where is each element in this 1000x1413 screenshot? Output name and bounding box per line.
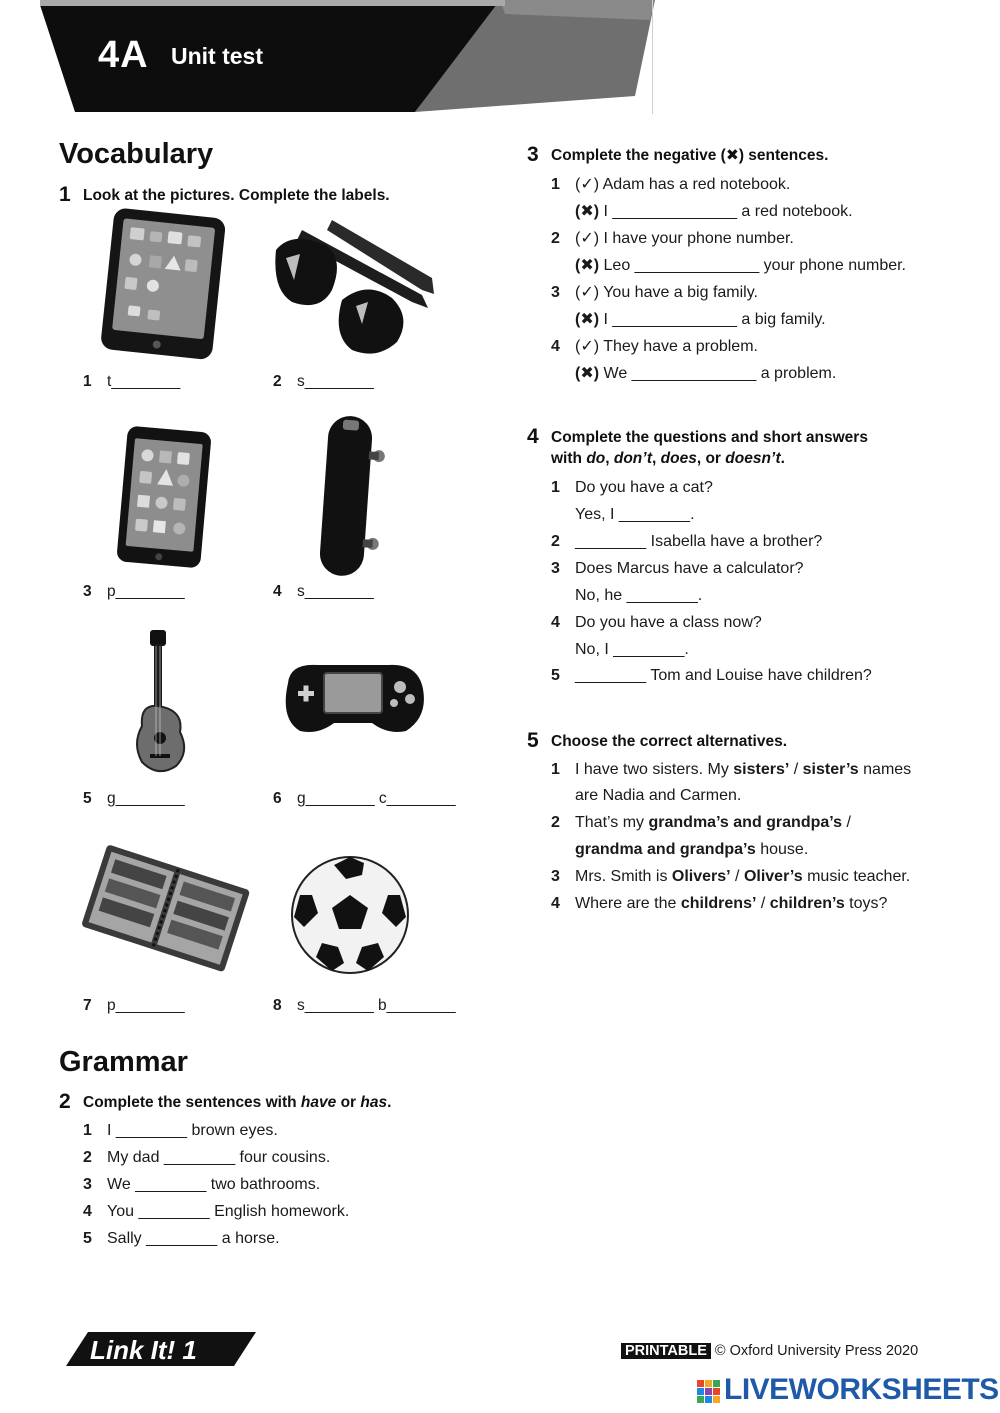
- sunglasses-icon: [272, 210, 437, 360]
- answer-blank[interactable]: [116, 997, 185, 1014]
- unit-code: 4A: [98, 34, 149, 76]
- picture-label-1: 1 t ________: [83, 373, 180, 391]
- answer-blank[interactable]: [164, 1149, 235, 1166]
- exercise-2-instruction: 2 Complete the sentences with have or has.: [59, 1090, 392, 1113]
- exercise-3-positive: 3 (✓) You have a big family.: [551, 284, 758, 301]
- answer-blank[interactable]: [116, 790, 185, 807]
- exercise-5-item: 1 I have two sisters. My sisters’ / sister’s names: [551, 761, 912, 778]
- exercise-4-instruction: 4 Complete the questions and short answers: [527, 425, 868, 448]
- alternative-option[interactable]: grandma’s and grandpa’s: [648, 814, 843, 831]
- answer-blank[interactable]: [306, 790, 375, 807]
- exercise-5-item-continued: are Nadia and Carmen.: [575, 787, 742, 804]
- copyright-notice: PRINTABLE © Oxford University Press 2020: [621, 1343, 918, 1359]
- alternative-option[interactable]: sisters’: [733, 761, 790, 778]
- answer-blank[interactable]: [632, 365, 757, 382]
- exercise-4-instruction-line2: with do, don’t, does, or doesn’t.: [551, 450, 785, 467]
- exercise-number: 1: [59, 183, 71, 206]
- exercise-2-item: 4 You ________ English homework.: [83, 1203, 349, 1221]
- liveworksheets-logo-icon: [697, 1380, 721, 1404]
- phone-icon: [112, 425, 217, 570]
- answer-blank[interactable]: [613, 641, 684, 658]
- answer-blank[interactable]: [575, 667, 646, 684]
- exercise-4-answer: No, he ________ .: [575, 587, 702, 605]
- header-divider: [652, 0, 653, 114]
- alternative-option[interactable]: childrens’: [680, 895, 757, 912]
- answer-blank[interactable]: [111, 373, 180, 390]
- exercise-4-answer: No, I ________ .: [575, 641, 689, 659]
- alternative-option[interactable]: grandma and grandpa’s: [575, 841, 756, 858]
- answer-blank[interactable]: [627, 587, 698, 604]
- liveworksheets-brand[interactable]: LIVEWORKSHEETS: [724, 1373, 999, 1406]
- answer-blank[interactable]: [146, 1230, 217, 1247]
- exercise-3-negative: (✖) I _____ a red notebook.: [575, 201, 853, 221]
- linkit-logo: [66, 1330, 258, 1368]
- answer-blank[interactable]: [575, 533, 646, 550]
- exercise-3-instruction: 3 Complete the negative (✖) sentences.: [527, 143, 829, 166]
- exercise-5-item: 3 Mrs. Smith is Olivers’ / Oliver’s music teacher.: [551, 868, 911, 885]
- picture-label-3: 3 p ________: [83, 583, 185, 601]
- unit-title: Unit test: [171, 43, 263, 69]
- alternative-option[interactable]: sister’s: [802, 761, 859, 778]
- answer-blank[interactable]: [635, 257, 760, 274]
- picture-label-2: 2 s ________: [273, 373, 374, 391]
- exercise-2-item: 5 Sally ________ a horse.: [83, 1230, 280, 1248]
- answer-blank[interactable]: [387, 790, 456, 807]
- picture-label-4: 4 s ________: [273, 583, 374, 601]
- exercise-5-instruction: 5 Choose the correct alternatives.: [527, 729, 788, 752]
- tablet-icon: [95, 205, 235, 365]
- exercise-3-positive: 2 (✓) I have your phone number.: [551, 230, 794, 247]
- printable-tag: PRINTABLE: [621, 1343, 711, 1359]
- answer-blank[interactable]: [138, 1203, 209, 1220]
- exercise-5-item-continued: grandma and grandpa’s house.: [575, 841, 809, 858]
- exercise-4-question: 2 ________ Isabella have a brother?: [551, 533, 822, 551]
- svg-text:Link It! 1: Link It! 1: [90, 1335, 197, 1365]
- answer-blank[interactable]: [305, 373, 374, 390]
- game-console-icon: [278, 655, 428, 737]
- exercise-4-question: 1 Do you have a cat?: [551, 479, 713, 496]
- picture-label-5: 5 g ________: [83, 790, 185, 808]
- exercise-3-negative: (✖) I _____ a big family.: [575, 309, 826, 329]
- answer-blank[interactable]: [116, 1122, 187, 1139]
- exercise-5-item: 4 Where are the childrens’ / children’s toys?: [551, 895, 888, 912]
- vocabulary-heading: Vocabulary: [59, 138, 214, 170]
- alternative-option[interactable]: Oliver’s: [743, 868, 803, 885]
- exercise-4-question: 5 ________ Tom and Louise have children?: [551, 667, 872, 685]
- picture-label-6: 6 g ________ c ________: [273, 790, 456, 808]
- guitar-icon: [128, 628, 208, 778]
- exercise-2-item: 1 I ________ brown eyes.: [83, 1122, 278, 1140]
- answer-blank[interactable]: [305, 997, 374, 1014]
- answer-blank[interactable]: [387, 997, 456, 1014]
- exercise-5-item: 2 That’s my grandma’s and grandpa’s /: [551, 814, 851, 831]
- picture-label-8: 8 s ________ b ________: [273, 997, 456, 1015]
- exercise-4-question: 3 Does Marcus have a calculator?: [551, 560, 804, 577]
- alternative-option[interactable]: children’s: [769, 895, 845, 912]
- photo-album-icon: [85, 845, 245, 970]
- answer-blank[interactable]: [612, 311, 737, 328]
- answer-blank[interactable]: [135, 1176, 206, 1193]
- skateboard-icon: [300, 412, 395, 580]
- exercise-3-negative: (✖) Leo _____ your phone number.: [575, 255, 906, 275]
- answer-blank[interactable]: [305, 583, 374, 600]
- exercise-3-positive: 1 (✓) Adam has a red notebook.: [551, 176, 791, 193]
- exercise-1-instruction: 1 Look at the pictures. Complete the labels.: [59, 183, 390, 206]
- answer-blank[interactable]: [619, 506, 690, 523]
- soccer-ball-icon: [288, 855, 412, 975]
- exercise-2-item: 2 My dad ________ four cousins.: [83, 1149, 330, 1167]
- answer-blank[interactable]: [116, 583, 185, 600]
- exercise-4-question: 4 Do you have a class now?: [551, 614, 762, 631]
- exercise-4-answer: Yes, I ________ .: [575, 506, 695, 524]
- alternative-option[interactable]: Olivers’: [671, 868, 731, 885]
- exercise-2-item: 3 We ________ two bathrooms.: [83, 1176, 320, 1194]
- exercise-3-positive: 4 (✓) They have a problem.: [551, 338, 758, 355]
- exercise-3-negative: (✖) We _____ a problem.: [575, 363, 836, 383]
- picture-label-7: 7 p ________: [83, 997, 185, 1015]
- grammar-heading: Grammar: [59, 1046, 188, 1078]
- answer-blank[interactable]: [612, 203, 737, 220]
